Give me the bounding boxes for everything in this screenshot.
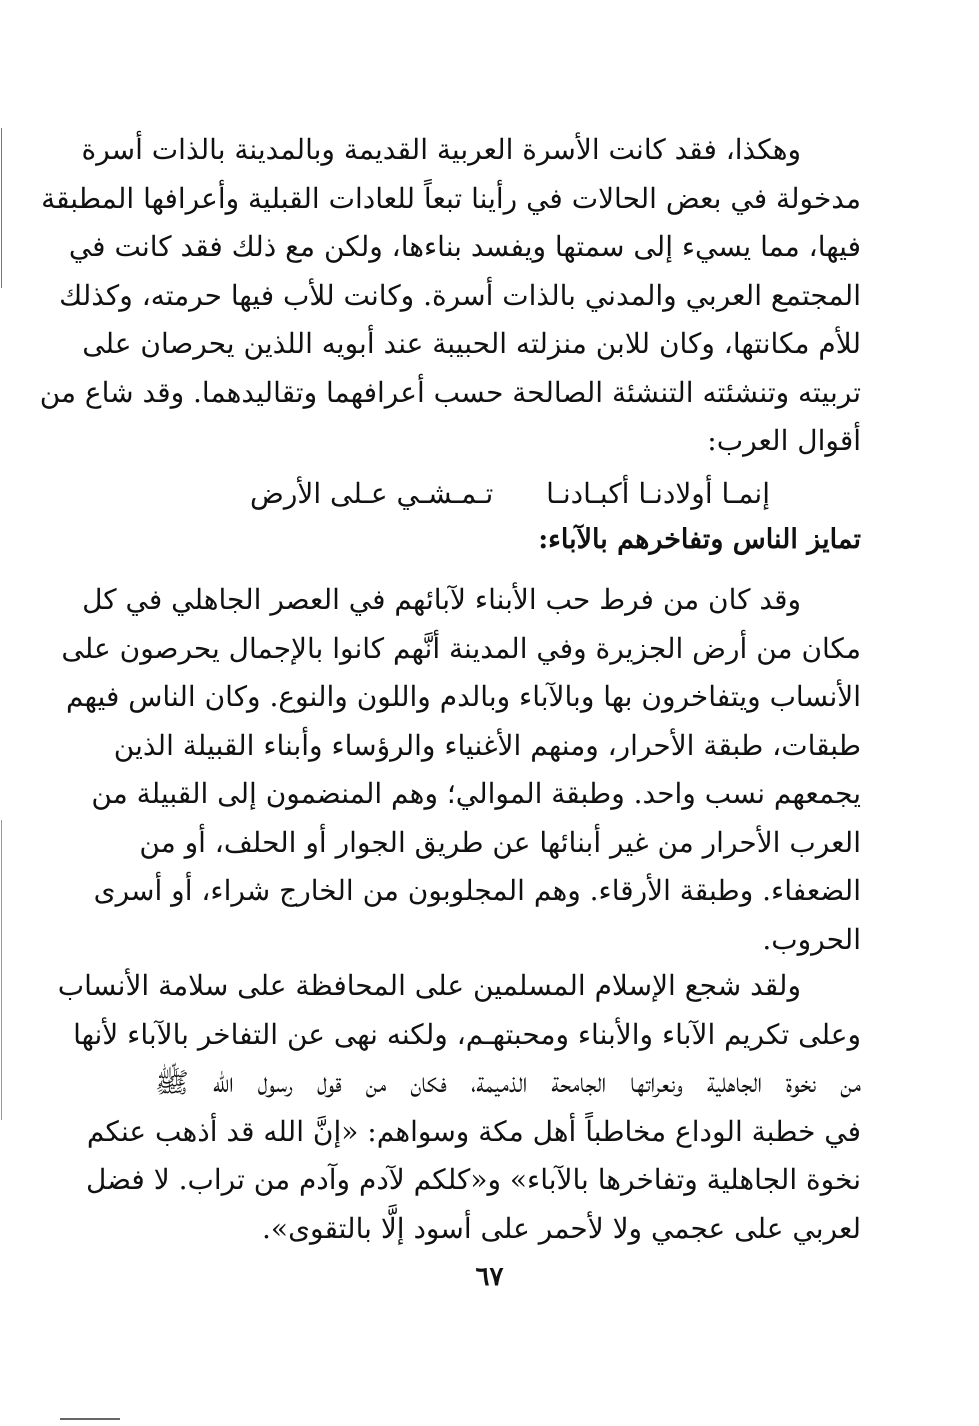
text-line: يجمعهم نسب واحد. وطبقة الموالي؛ وهم المنضمون إلى القبيلة من — [91, 777, 861, 810]
text-line: وهكذا، فقد كانت الأسرة العربية القديمة وبالمدينة بالذات أسرة — [81, 133, 801, 166]
text-line: وعلى تكريم الآباء والأبناء ومحبتهـم، ولكنه نهى عن التفاخر بالآباء لأنها — [73, 1017, 861, 1051]
text-line: لعربي على عجمي ولا لأحمر على أسود إلَّا بالتقوى». — [262, 1211, 861, 1245]
text-line: مدخولة في بعض الحالات في رأينا تبعاً للعادات القبلية وأعرافها المطبقة — [41, 181, 861, 215]
paragraph-2 — [61, 576, 861, 964]
verse-hemistich-second: تـمـشـي عـلى الأرض — [250, 477, 494, 510]
page-edge-line — [1, 820, 2, 1120]
section-heading: تمايز الناس وتفاخرهم بالآباء: — [538, 524, 861, 555]
text-line: من نخوة الجاهلية ونعراتها الجامحة الذميمة، فكان من قول رسول الله ﷺ — [155, 1066, 861, 1099]
text-line: الضعفاء. وطبقة الأرقاء. وهم المجلوبون من الخارج شراء، أو أسرى — [93, 874, 861, 907]
text-line: وقد كان من فرط حب الأبناء لآبائهم في العصر الجاهلي في كل — [82, 583, 801, 616]
page-edge-line — [1, 128, 2, 288]
scan-edge-mark — [60, 1418, 120, 1420]
text-line: المجتمع العربي والمدني بالذات أسرة. وكانت للأب فيها حرمته، وكذلك — [59, 278, 861, 312]
text-line: فيها، مما يسيء إلى سمتها ويفسد بناءها، ولكن مع ذلك فقد كانت في — [68, 230, 861, 263]
page-number: ٦٧ — [475, 1262, 504, 1292]
text-line: أقوال العرب: — [707, 424, 861, 457]
text-line: الحروب. — [762, 922, 861, 956]
text-line: تربيته وتنشئته التنشئة الصالحة حسب أعرافهما وتقاليدهما. وقد شاع من — [39, 375, 861, 409]
paragraph-3 — [57, 962, 861, 1253]
text-line: في خطبة الوداع مخاطباً أهل مكة وسواهم: «إنَّ الله قد أذهب عنكم — [86, 1114, 861, 1148]
text-line: الأنساب ويتفاخرون بها وبالآباء وبالدم واللون والنوع. وكان الناس فيهم — [65, 680, 861, 713]
text-line: مكان من أرض الجزيرة وفي المدينة أنَّهم كانوا بالإجمال يحرصون على — [61, 631, 861, 665]
poetry-verse — [250, 470, 770, 518]
paragraph-1 — [39, 126, 861, 466]
text-line: نخوة الجاهلية وتفاخرها بالآباء» و«كلكم لآدم وآدم من تراب. لا فضل — [85, 1163, 861, 1196]
text-line: طبقات، طبقة الأحرار، ومنهم الأغنياء والرؤساء وأبناء القبيلة الذين — [113, 728, 861, 762]
verse-hemistich-first: إنمـا أولادنـا أكبـادنـا — [546, 477, 770, 510]
text-line: للأم مكانتها، وكان للابن منزلته الحبيبة عند أبويه اللذين يحرصان على — [82, 327, 861, 360]
text-line: العرب الأحرار من غير أبنائها عن طريق الجوار أو الحلف، أو من — [139, 825, 861, 859]
text-line: ولقد شجع الإسلام المسلمين على المحافظة على سلامة الأنساب — [57, 969, 801, 1002]
